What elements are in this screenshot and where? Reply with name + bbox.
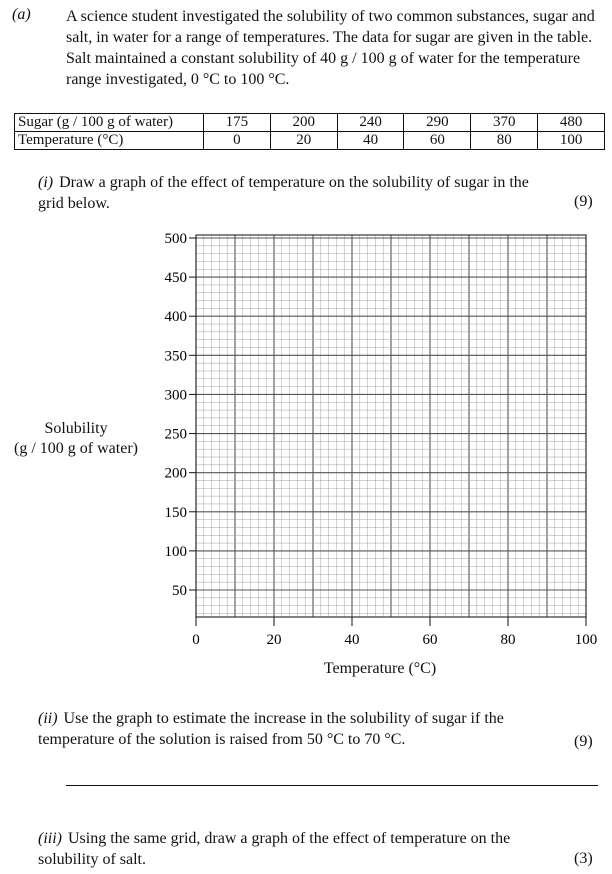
y-tick-label: 100 xyxy=(164,543,187,560)
row-label: Sugar (g / 100 g of water) xyxy=(15,114,204,132)
table-cell: 200 xyxy=(270,114,337,132)
part-i-text: (i) Draw a graph of the effect of temperature on the solubility of sugar in the grid below. xyxy=(38,174,529,212)
row-label: Temperature (°C) xyxy=(15,132,204,150)
table-cell: 175 xyxy=(204,114,271,132)
question-intro: A science student investigated the solubility of two common substances, sugar and salt, in water for a range of temperatures. The data for sugar are given in the table. Salt maintained a constant solubility of 40 g / 100 g of water for the temperature range investigated, 0 °C to 100 °C. xyxy=(66,8,595,88)
table-cell: 80 xyxy=(471,132,538,150)
x-tick-label: 60 xyxy=(422,632,438,648)
x-tick-label: 40 xyxy=(344,632,360,648)
table-cell: 480 xyxy=(538,114,605,132)
y-tick-label: 50 xyxy=(172,583,187,599)
part-ii-label: (ii) xyxy=(38,710,58,727)
y-tick-label: 450 xyxy=(164,270,187,287)
y-tick-label: 350 xyxy=(164,348,187,365)
table-cell: 240 xyxy=(337,114,404,132)
x-tick-label: 100 xyxy=(574,632,598,648)
part-i-marks: (9) xyxy=(574,193,593,210)
y-tick-label: 150 xyxy=(164,504,187,521)
x-tick-label: 0 xyxy=(192,632,200,648)
x-tick-label: 20 xyxy=(266,632,282,648)
x-tick-label: 80 xyxy=(500,632,516,648)
y-tick-label: 200 xyxy=(164,465,187,482)
table-cell: 370 xyxy=(471,114,538,132)
y-axis-label: Solubility (g / 100 g of water) xyxy=(14,420,138,457)
x-axis-title: Temperature (°C) xyxy=(323,660,437,677)
table-cell: 100 xyxy=(538,132,605,150)
table-cell: 290 xyxy=(404,114,471,132)
y-tick-label: 250 xyxy=(164,426,187,443)
question-label: (a) xyxy=(12,6,31,23)
table-cell: 0 xyxy=(204,132,271,150)
table-cell: 20 xyxy=(270,132,337,150)
answer-line[interactable] xyxy=(66,785,598,786)
part-iii-label: (iii) xyxy=(38,830,62,847)
part-iii-marks: (3) xyxy=(574,850,593,867)
table-cell: 40 xyxy=(337,132,404,150)
y-tick-label: 300 xyxy=(164,387,187,404)
table-cell: 60 xyxy=(404,132,471,150)
part-ii-text: (ii) Use the graph to estimate the increase in the solubility of sugar if the temperature of the solution is raised from 50 °C to 70 °C. xyxy=(38,710,504,748)
part-ii-marks: (9) xyxy=(574,733,593,750)
y-tick-label: 400 xyxy=(164,309,187,326)
part-iii-text: (iii) Using the same grid, draw a graph of the effect of temperature on the solubility of salt. xyxy=(38,830,511,868)
part-i-label: (i) xyxy=(38,174,54,191)
y-tick-label: 500 xyxy=(164,231,187,247)
